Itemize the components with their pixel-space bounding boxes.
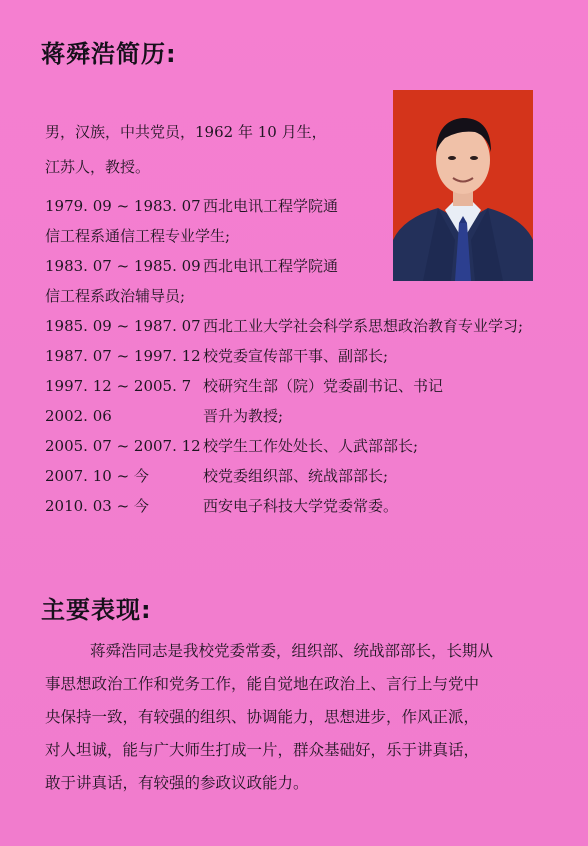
timeline-date: 2002. 06 (45, 407, 112, 425)
timeline-continuation: 信工程系政治辅导员; (45, 287, 186, 305)
timeline-date: 1979. 09 ~ 1983. 07 (45, 197, 201, 215)
performance-line: 对人坦诚，能与广大师生打成一片，群众基础好，乐于讲真话， (45, 741, 480, 759)
performance-line: 敢于讲真话，有较强的参政议政能力。 (45, 774, 309, 792)
resume-title: 蒋舜浩简历: (41, 40, 177, 68)
timeline-text: 校党委组织部、统战部部长; (203, 467, 389, 485)
timeline-date: 1983. 07 ~ 1985. 09 (45, 257, 201, 275)
timeline-text: 西安电子科技大学党委常委。 (203, 497, 399, 515)
performance-title: 主要表现: (41, 596, 152, 624)
performance-line: 事思想政治工作和党务工作，能自觉地在政治上、言行上与党中 (45, 675, 480, 693)
timeline-text: 西北电讯工程学院通 (203, 257, 339, 275)
intro-line-1: 男，汉族，中共党员，1962 年 10 月生， (45, 123, 327, 141)
timeline-date: 2005. 07 ~ 2007. 12 (45, 437, 201, 455)
timeline-date: 1997. 12 ~ 2005. 7 (45, 377, 192, 395)
timeline-date: 1987. 07 ~ 1997. 12 (45, 347, 201, 365)
timeline-date: 2010. 03 ~ 今 (45, 497, 149, 515)
timeline-text: 校学生工作处处长、人武部部长; (203, 437, 419, 455)
timeline-text: 西北电讯工程学院通 (203, 197, 339, 215)
timeline-text: 校研究生部（院）党委副书记、书记 (203, 377, 444, 395)
performance-line: 央保持一致，有较强的组织、协调能力，思想进步，作风正派， (45, 708, 480, 726)
timeline-text: 晋升为教授; (203, 407, 284, 425)
portrait-photo (393, 90, 533, 281)
timeline-text: 校党委宣传部干事、副部长; (203, 347, 389, 365)
timeline-continuation: 信工程系通信工程专业学生; (45, 227, 231, 245)
timeline-date: 2007. 10 ~ 今 (45, 467, 149, 485)
performance-line: 蒋舜浩同志是我校党委常委，组织部、统战部部长，长期从 (90, 642, 494, 660)
timeline-text: 西北工业大学社会科学系思想政治教育专业学习; (203, 317, 524, 335)
portrait-image (393, 90, 533, 281)
timeline-date: 1985. 09 ~ 1987. 07 (45, 317, 201, 335)
intro-line-2: 江苏人，教授。 (45, 158, 151, 176)
